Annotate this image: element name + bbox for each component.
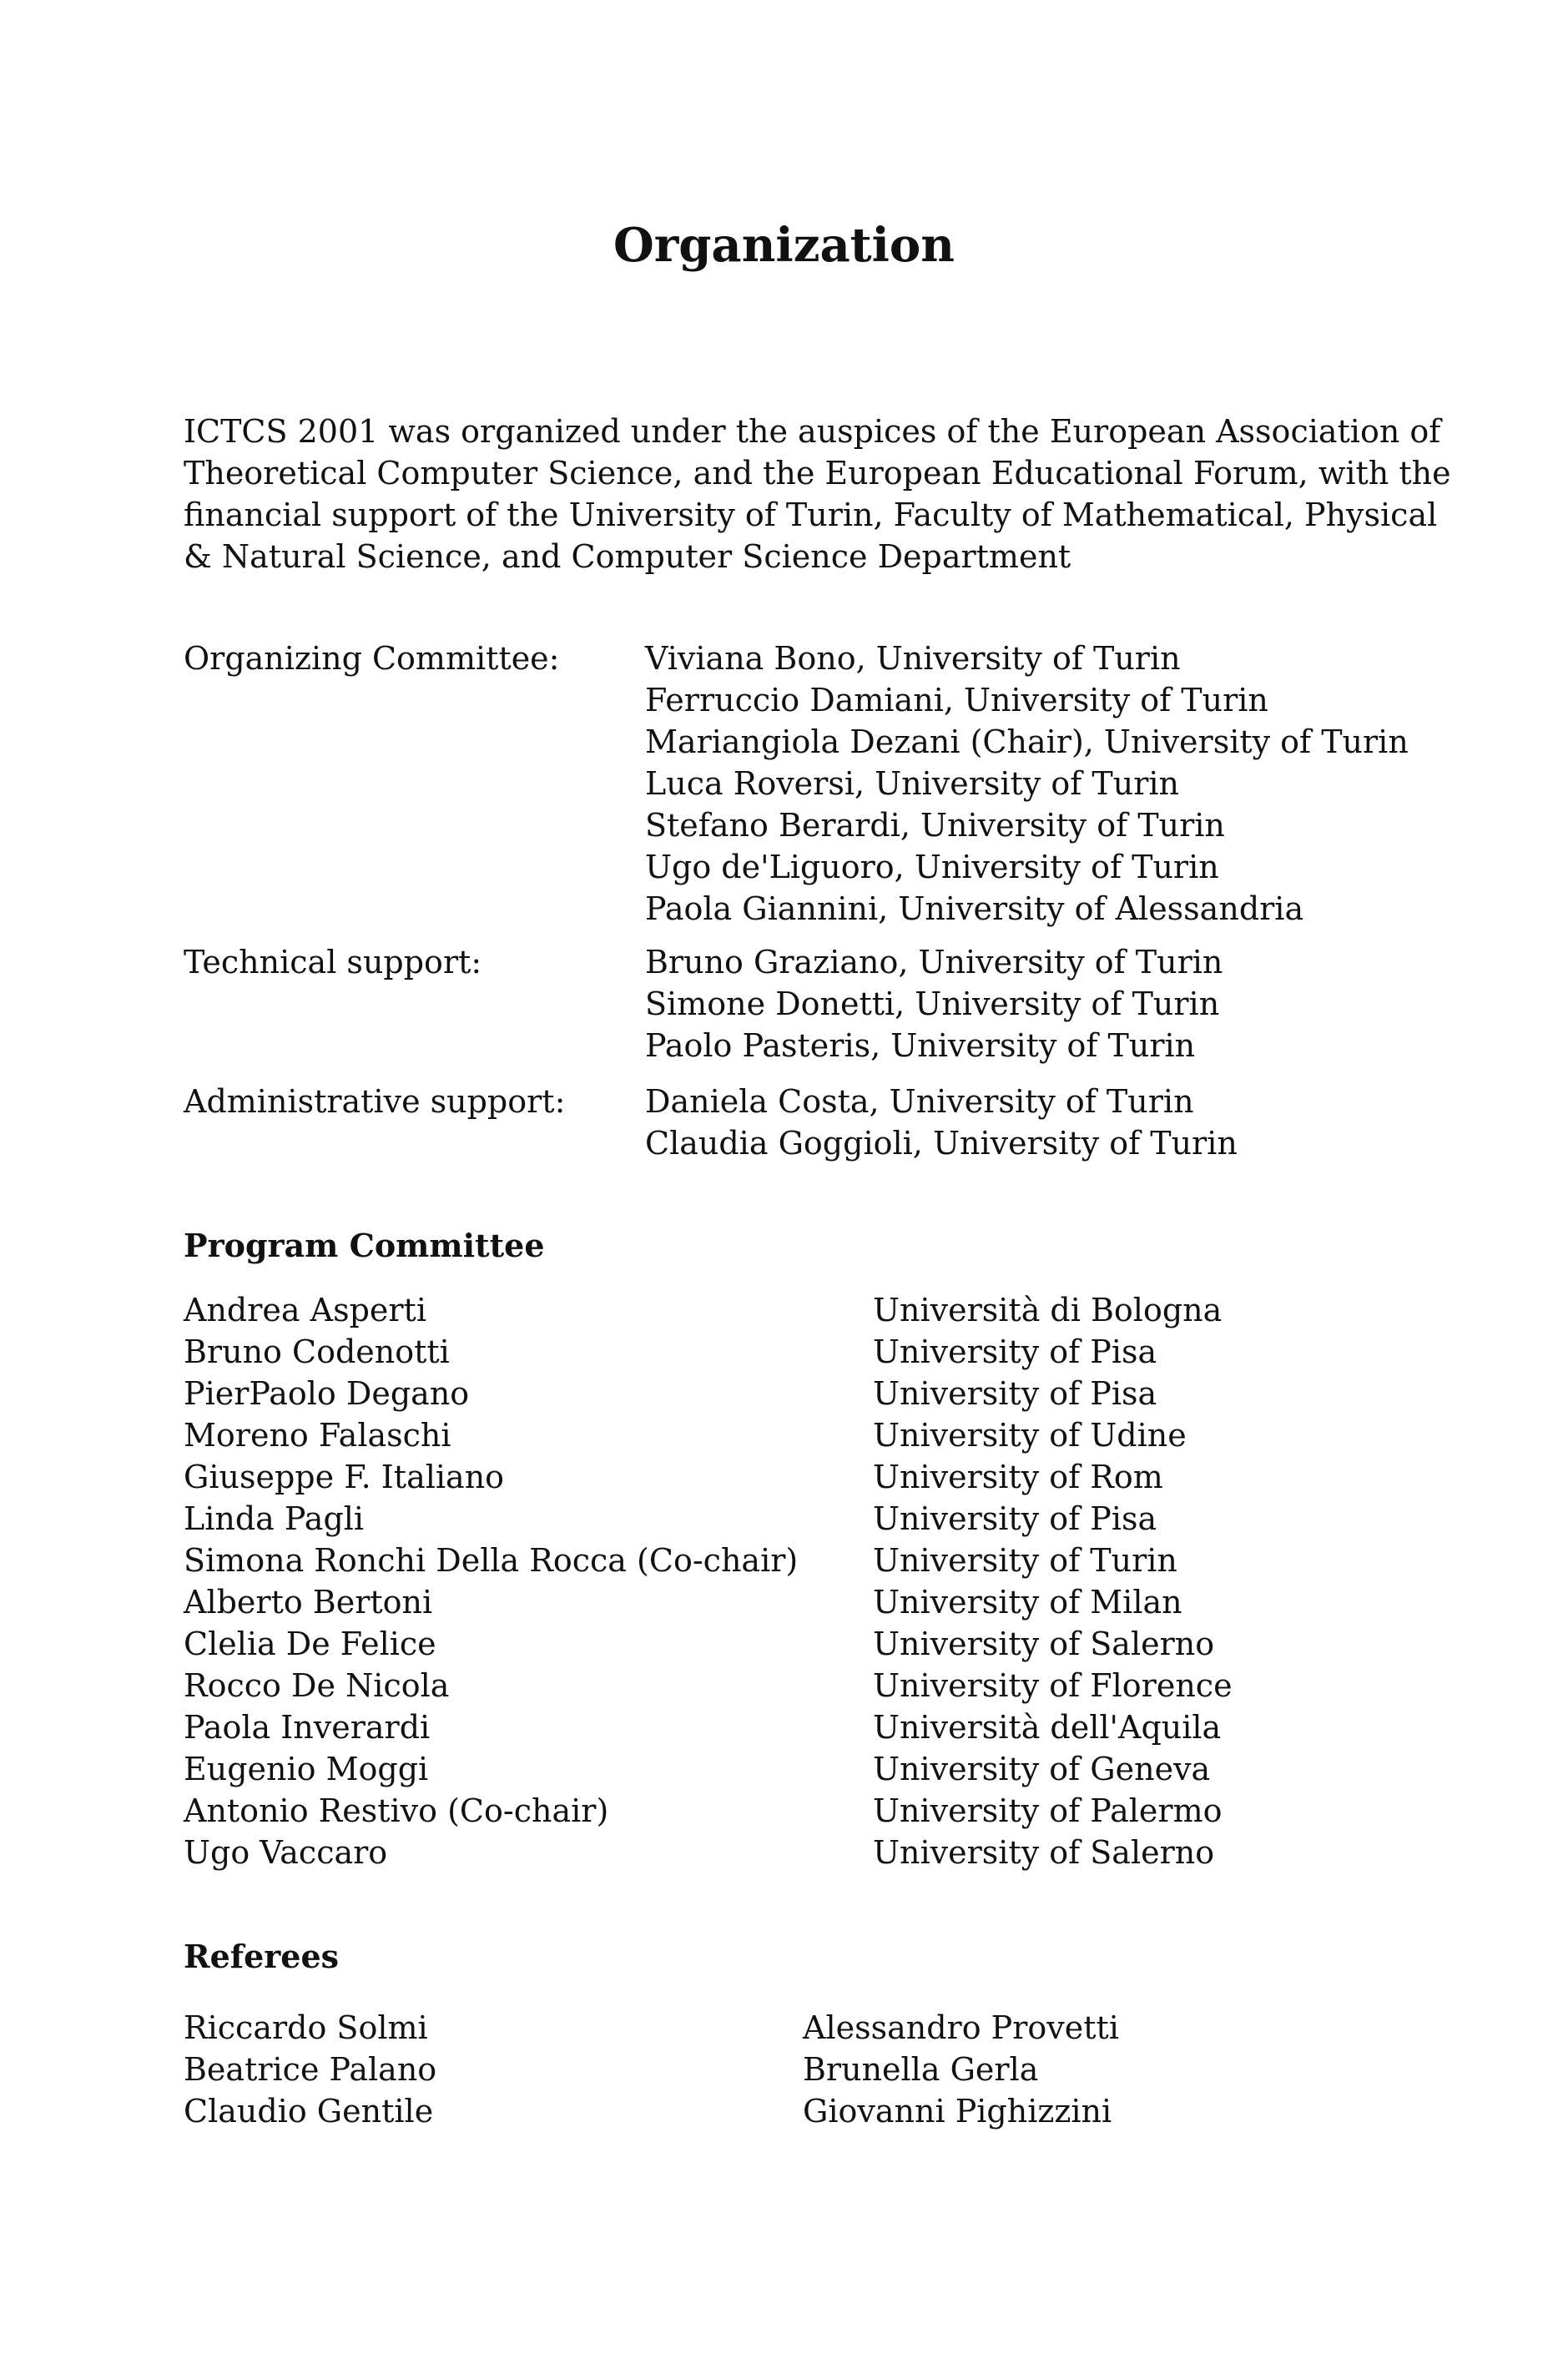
referee-name: Brunella Gerla: [803, 2051, 1039, 2088]
referees-left-column: [184, 2007, 436, 2132]
administrative-support-members: [645, 1081, 1238, 1164]
member-entry: Viviana Bono, University of Turin: [645, 640, 1181, 677]
committee-member-name: Eugenio Moggi: [184, 1751, 429, 1787]
referee-name: Riccardo Solmi: [184, 2009, 428, 2046]
intro-paragraph: [184, 411, 1451, 577]
committee-member-affiliation: University of Turin: [873, 1542, 1177, 1579]
committee-member-affiliation: University of Geneva: [873, 1751, 1211, 1787]
organizing-committee-label: Organizing Committee:: [184, 640, 560, 677]
committee-member-name: Alberto Bertoni: [184, 1584, 433, 1621]
committee-member-affiliation: University of Pisa: [873, 1333, 1157, 1370]
intro-line: financial support of the University of Turin, Faculty of Mathematical, Physical: [184, 497, 1438, 533]
referees-heading: Referees: [184, 1938, 340, 1975]
committee-member-name: Andrea Asperti: [184, 1292, 426, 1328]
administrative-support: [184, 1081, 1394, 1164]
member-entry: Ferruccio Damiani, University of Turin: [645, 682, 1268, 718]
technical-support-label: Technical support:: [184, 944, 482, 980]
committee-member-name: Giuseppe F. Italiano: [184, 1459, 505, 1495]
committee-member-name: Antonio Restivo (Co-chair): [184, 1792, 609, 1829]
member-entry: Daniela Costa, University of Turin: [645, 1083, 1194, 1120]
committee-member-affiliation: University of Salerno: [873, 1626, 1215, 1662]
committee-member-affiliation: University of Udine: [873, 1417, 1187, 1454]
member-entry: Mariangiola Dezani (Chair), University of Turin: [645, 723, 1409, 760]
committee-member-affiliation: University of Florence: [873, 1667, 1233, 1704]
member-entry: Luca Roversi, University of Turin: [645, 765, 1180, 802]
committee-member-name: Bruno Codenotti: [184, 1333, 450, 1370]
committee-member-affiliation: University of Pisa: [873, 1375, 1157, 1412]
member-entry: Bruno Graziano, University of Turin: [645, 944, 1223, 980]
intro-line: ICTCS 2001 was organized under the auspices of the European Association of: [184, 413, 1441, 450]
referee-name: Beatrice Palano: [184, 2051, 437, 2088]
committee-member-name: Clelia De Felice: [184, 1626, 436, 1662]
member-entry: Claudia Goggioli, University of Turin: [645, 1125, 1238, 1162]
committee-member-name: Ugo Vaccaro: [184, 1834, 388, 1871]
referee-name: Alessandro Provetti: [803, 2009, 1119, 2046]
committee-member-name: PierPaolo Degano: [184, 1375, 470, 1412]
member-entry: Simone Donetti, University of Turin: [645, 985, 1220, 1022]
technical-support-members: [645, 941, 1223, 1066]
page-title: Organization: [613, 218, 955, 273]
committee-member-affiliation: University of Palermo: [873, 1792, 1223, 1829]
referees-right-column: [803, 2007, 1119, 2132]
member-entry: Stefano Berardi, University of Turin: [645, 807, 1225, 844]
administrative-support-label: Administrative support:: [184, 1083, 566, 1120]
referee-name: Claudio Gentile: [184, 2093, 434, 2130]
intro-line: & Natural Science, and Computer Science Department: [184, 538, 1071, 575]
committee-member-name: Paola Inverardi: [184, 1709, 431, 1746]
committee-member-affiliation: Università dell'Aquila: [873, 1709, 1222, 1746]
organizing-committee-members: [645, 638, 1409, 930]
committee-member-affiliation: University of Milan: [873, 1584, 1182, 1621]
member-entry: Paola Giannini, University of Alessandria: [645, 890, 1304, 927]
committee-member-affiliation: University of Rom: [873, 1459, 1163, 1495]
committee-member-affiliation: Università di Bologna: [873, 1292, 1223, 1328]
committee-member-name: Simona Ronchi Della Rocca (Co-chair): [184, 1542, 799, 1579]
committee-member-affiliation: University of Salerno: [873, 1834, 1215, 1871]
organizing-committee: [184, 638, 1409, 930]
intro-line: Theoretical Computer Science, and the European Educational Forum, with the: [184, 455, 1451, 491]
committee-member-name: Rocco De Nicola: [184, 1667, 450, 1704]
referee-name: Giovanni Pighizzini: [803, 2093, 1112, 2130]
committee-member-name: Linda Pagli: [184, 1500, 365, 1537]
program-committee-heading: Program Committee: [184, 1227, 545, 1264]
committee-member-name: Moreno Falaschi: [184, 1417, 451, 1454]
member-entry: Ugo de'Liguoro, University of Turin: [645, 849, 1219, 885]
technical-support: [184, 941, 1394, 1066]
member-entry: Paolo Pasteris, University of Turin: [645, 1027, 1196, 1064]
committee-member-affiliation: University of Pisa: [873, 1500, 1157, 1537]
